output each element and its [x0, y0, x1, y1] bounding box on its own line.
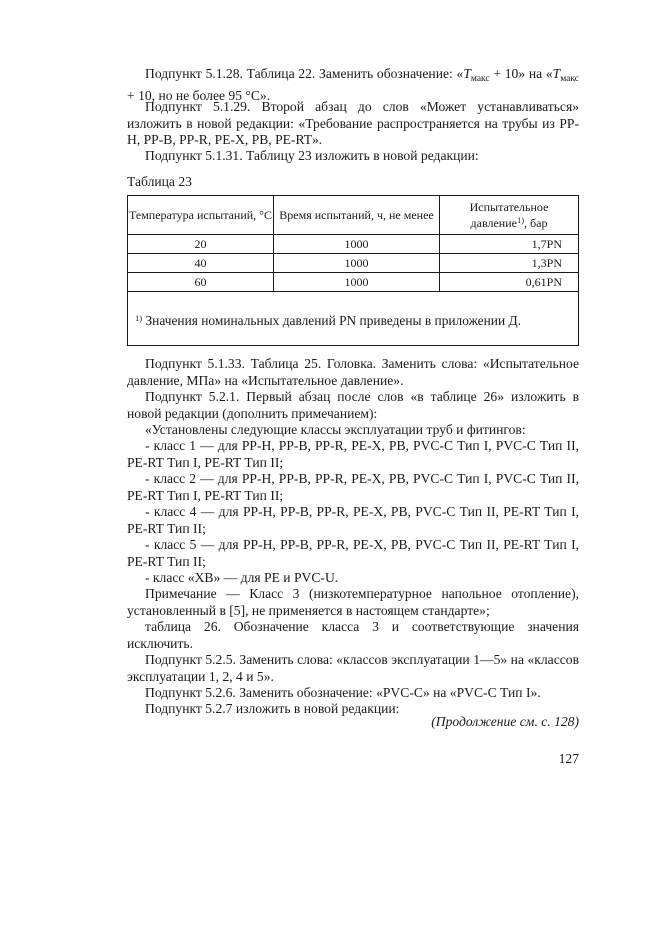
table-row — [128, 235, 579, 254]
cell-time: 1000 — [274, 254, 440, 273]
table-row — [128, 254, 579, 273]
header-temperature: Температура испытаний, °С — [128, 196, 274, 235]
cell-pressure: 0,61PN — [440, 273, 579, 292]
paragraph-5-1-29: Подпункт 5.1.29. Второй абзац до слов «Может устанавливаться» изложить в новой редакции: «Требование распространяется на трубы из PP-H, PP-B, PP-R, PE-X, PB, PE-RT». — [127, 99, 579, 147]
header-pressure: Испытательное давление$^{1)}$, бар — [440, 196, 579, 235]
list-item-class-xv: - класс «ХВ» — для PE и PVC-U. — [145, 570, 339, 585]
cell-pressure: 1,7PN — [440, 235, 579, 254]
paragraph-table-26: таблица 26. Обозначение класса 3 и соответствующие значения исключить. — [127, 619, 579, 651]
table-caption: Таблица 23 — [127, 174, 192, 189]
cell-time: 1000 — [274, 273, 440, 292]
table-header-row — [128, 196, 579, 235]
paragraph-5-1-28: Подпункт 5.1.28. Таблица 22. Заменить обозначение: «$T_{макс} + 10$» на «$T_{макс} + 10$, но не более 95 °С». — [127, 66, 579, 103]
header-time: Время испытаний, ч, не менее — [274, 196, 440, 235]
paragraph-5-2-1: Подпункт 5.2.1. Первый абзац после слов «в таблице 26» изложить в новой редакции (дополнить примечанием): — [127, 389, 579, 421]
list-item-class-1: - класс 1 — для PP-H, PP-B, PP-R, PE-X, PB, PVC-C Тип I, PVC-C Тип II, PE-RT Тип I, PE-RT Тип II; — [127, 438, 579, 470]
page-number: 127 — [558, 751, 579, 766]
cell-temperature: 60 — [128, 273, 274, 292]
cell-temperature: 20 — [128, 235, 274, 254]
paragraph-classes-intro: «Установлены следующие классы эксплуатации труб и фитингов: — [145, 422, 526, 437]
paragraph-5-2-7: Подпункт 5.2.7 изложить в новой редакции: — [145, 701, 400, 716]
paragraph-note: Примечание — Класс 3 (низкотемпературное напольное отопление), установленный в [5], не применяется в настоящем стандарте»; — [127, 586, 579, 618]
paragraph-5-2-5: Подпункт 5.2.5. Заменить слова: «классов эксплуатации 1—5» на «классов эксплуатации 1, 2, 4 и 5». — [127, 652, 579, 684]
table-footnote-row — [128, 292, 579, 346]
table-23 — [127, 195, 579, 346]
continuation-note: (Продолжение см. с. 128) — [431, 714, 579, 729]
cell-pressure: 1,3PN — [440, 254, 579, 273]
list-item-class-5: - класс 5 — для PP-H, PP-B, PP-R, PE-X, PB, PVC-C Тип II, PE-RT Тип I, PE-RT Тип II; — [127, 537, 579, 569]
table-row — [128, 273, 579, 292]
list-item-class-4: - класс 4 — для PP-H, PP-B, PP-R, PE-X, PB, PVC-C Тип II, PE-RT Тип I, PE-RT Тип II; — [127, 504, 579, 536]
list-item-class-2: - класс 2 — для PP-H, PP-B, PP-R, PE-X, PB, PVC-C Тип I, PVC-C Тип II, PE-RT Тип I, PE-RT Тип II; — [127, 471, 579, 503]
cell-time: 1000 — [274, 235, 440, 254]
paragraph-5-1-31: Подпункт 5.1.31. Таблицу 23 изложить в новой редакции: — [145, 148, 479, 163]
paragraph-5-2-6: Подпункт 5.2.6. Заменить обозначение: «PVC-C» на «PVC-C Тип I». — [145, 685, 541, 700]
table-footnote: $^{1)}$ Значения номинальных давлений PN приведены в приложении Д. — [128, 292, 579, 346]
paragraph-5-1-33: Подпункт 5.1.33. Таблица 25. Головка. Заменить слова: «Испытательное давление, МПа» на «Испытательное давление». — [127, 356, 579, 388]
cell-temperature: 40 — [128, 254, 274, 273]
